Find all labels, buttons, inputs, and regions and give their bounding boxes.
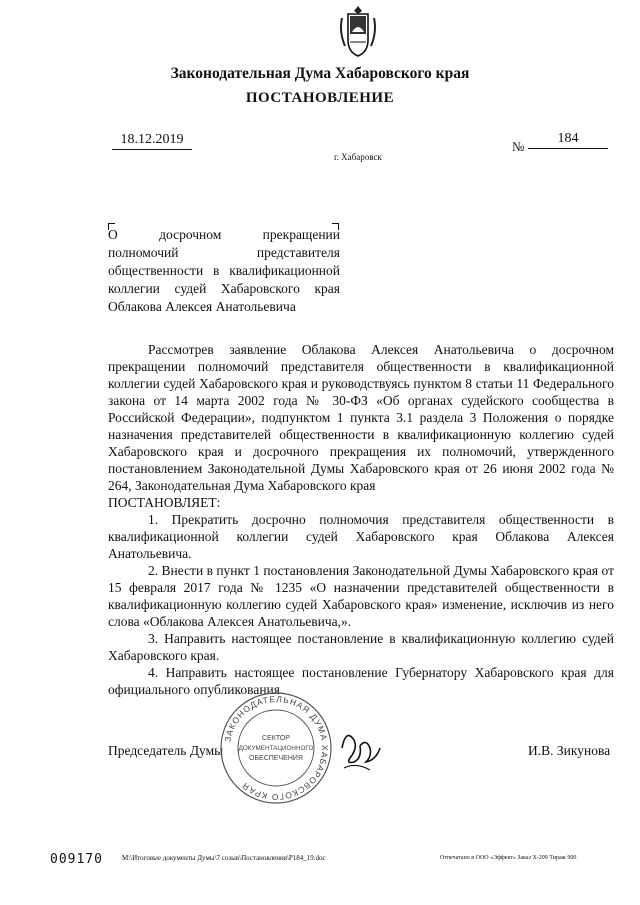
resolution-item: 1. Прекратить досрочно полномочия представителя общественности в квалификационной коллегии судей Хабаровского края Облакова Алексея Анатольевича. xyxy=(108,512,614,561)
number-sign: № xyxy=(512,139,525,154)
footer-print-info: Отпечатано в ООО «Эффект» Заказ X-209 Тираж 900 xyxy=(440,855,577,861)
document-body xyxy=(108,341,614,698)
city-label: г. Хабаровск xyxy=(334,152,382,162)
resolution-item: 2. Внести в пункт 1 постановления Законодательной Думы Хабаровского края от 15 февраля 2017 года № 1235 «О назначении представителей общественности в квалификационную коллегию судей Хабаровского края» изменение, исключив из него слова «Облакова Алексея Анатольевича,». xyxy=(108,563,614,629)
subject-line: О досрочном прекращении xyxy=(108,227,340,242)
subject-line: Облакова Алексея Анатольевича xyxy=(108,299,296,314)
document-type-title: ПОСТАНОВЛЕНИЕ xyxy=(245,90,395,106)
intro-paragraph: Рассмотрев заявление Облакова Алексея Анатольевича о досрочном прекращении полномочий представителя общественности в квалификационной коллегии судей Хабаровского края и руководствуясь пунктом 8 статьи 11 Федерального закона от 14 марта 2002 года № 30-ФЗ «Об органах судейского сообщества в Российской Федерации», подпунктом 1 пункта 3.1 раздела 3 Положения о порядке назначения представителей общественности в квалификационную коллегию судей Хабаровского края и досрочного прекращения их полномочий, утвержденного постановлением Законодательной Думы Хабаровского края от 26 июня 2002 года № 264, Законодательная Дума Хабаровского края xyxy=(108,342,614,493)
subject-line: полномочий представителя xyxy=(108,245,340,260)
footer-file-path: M:\Итоговые документы Думы\7 созыв\Постановления\P184_19.doc xyxy=(122,854,326,862)
resolution-item: 3. Направить настоящее постановление в квалификационную коллегию судей Хабаровского края. xyxy=(108,631,614,663)
resolves-heading: ПОСТАНОВЛЯЕТ: xyxy=(108,495,221,510)
organization-title: Законодательная Дума Хабаровского края xyxy=(170,65,470,82)
resolution-item: 4. Направить настоящее постановление Губернатору Хабаровского края для официального опубликования. xyxy=(108,665,614,697)
document-number: 184 xyxy=(528,131,608,149)
stamp-center-line: ДОКУМЕНТАЦИОННОГО xyxy=(238,745,314,752)
official-stamp xyxy=(218,690,334,806)
coat-of-arms-icon xyxy=(336,4,380,58)
signatory-name: И.В. Зикунова xyxy=(528,743,611,758)
stamp-center-line: СЕКТОР xyxy=(262,735,290,742)
subject-line: общественности в квалификационной xyxy=(108,263,340,278)
stamp-center-line: ОБЕСПЕЧЕНИЯ xyxy=(249,755,303,762)
document-date: 18.12.2019 xyxy=(112,132,192,150)
footer-code: 009170 xyxy=(50,852,103,867)
subject-line: коллегии судей Хабаровского края xyxy=(108,281,340,296)
signatory-position: Председатель Думы xyxy=(108,743,224,758)
document-subject xyxy=(108,226,340,316)
stamp-ring-text: ЗАКОНОДАТЕЛЬНАЯ ДУМА ХАБАРОВСКОГО КРАЯ xyxy=(222,693,331,803)
handwritten-signature xyxy=(336,718,386,778)
